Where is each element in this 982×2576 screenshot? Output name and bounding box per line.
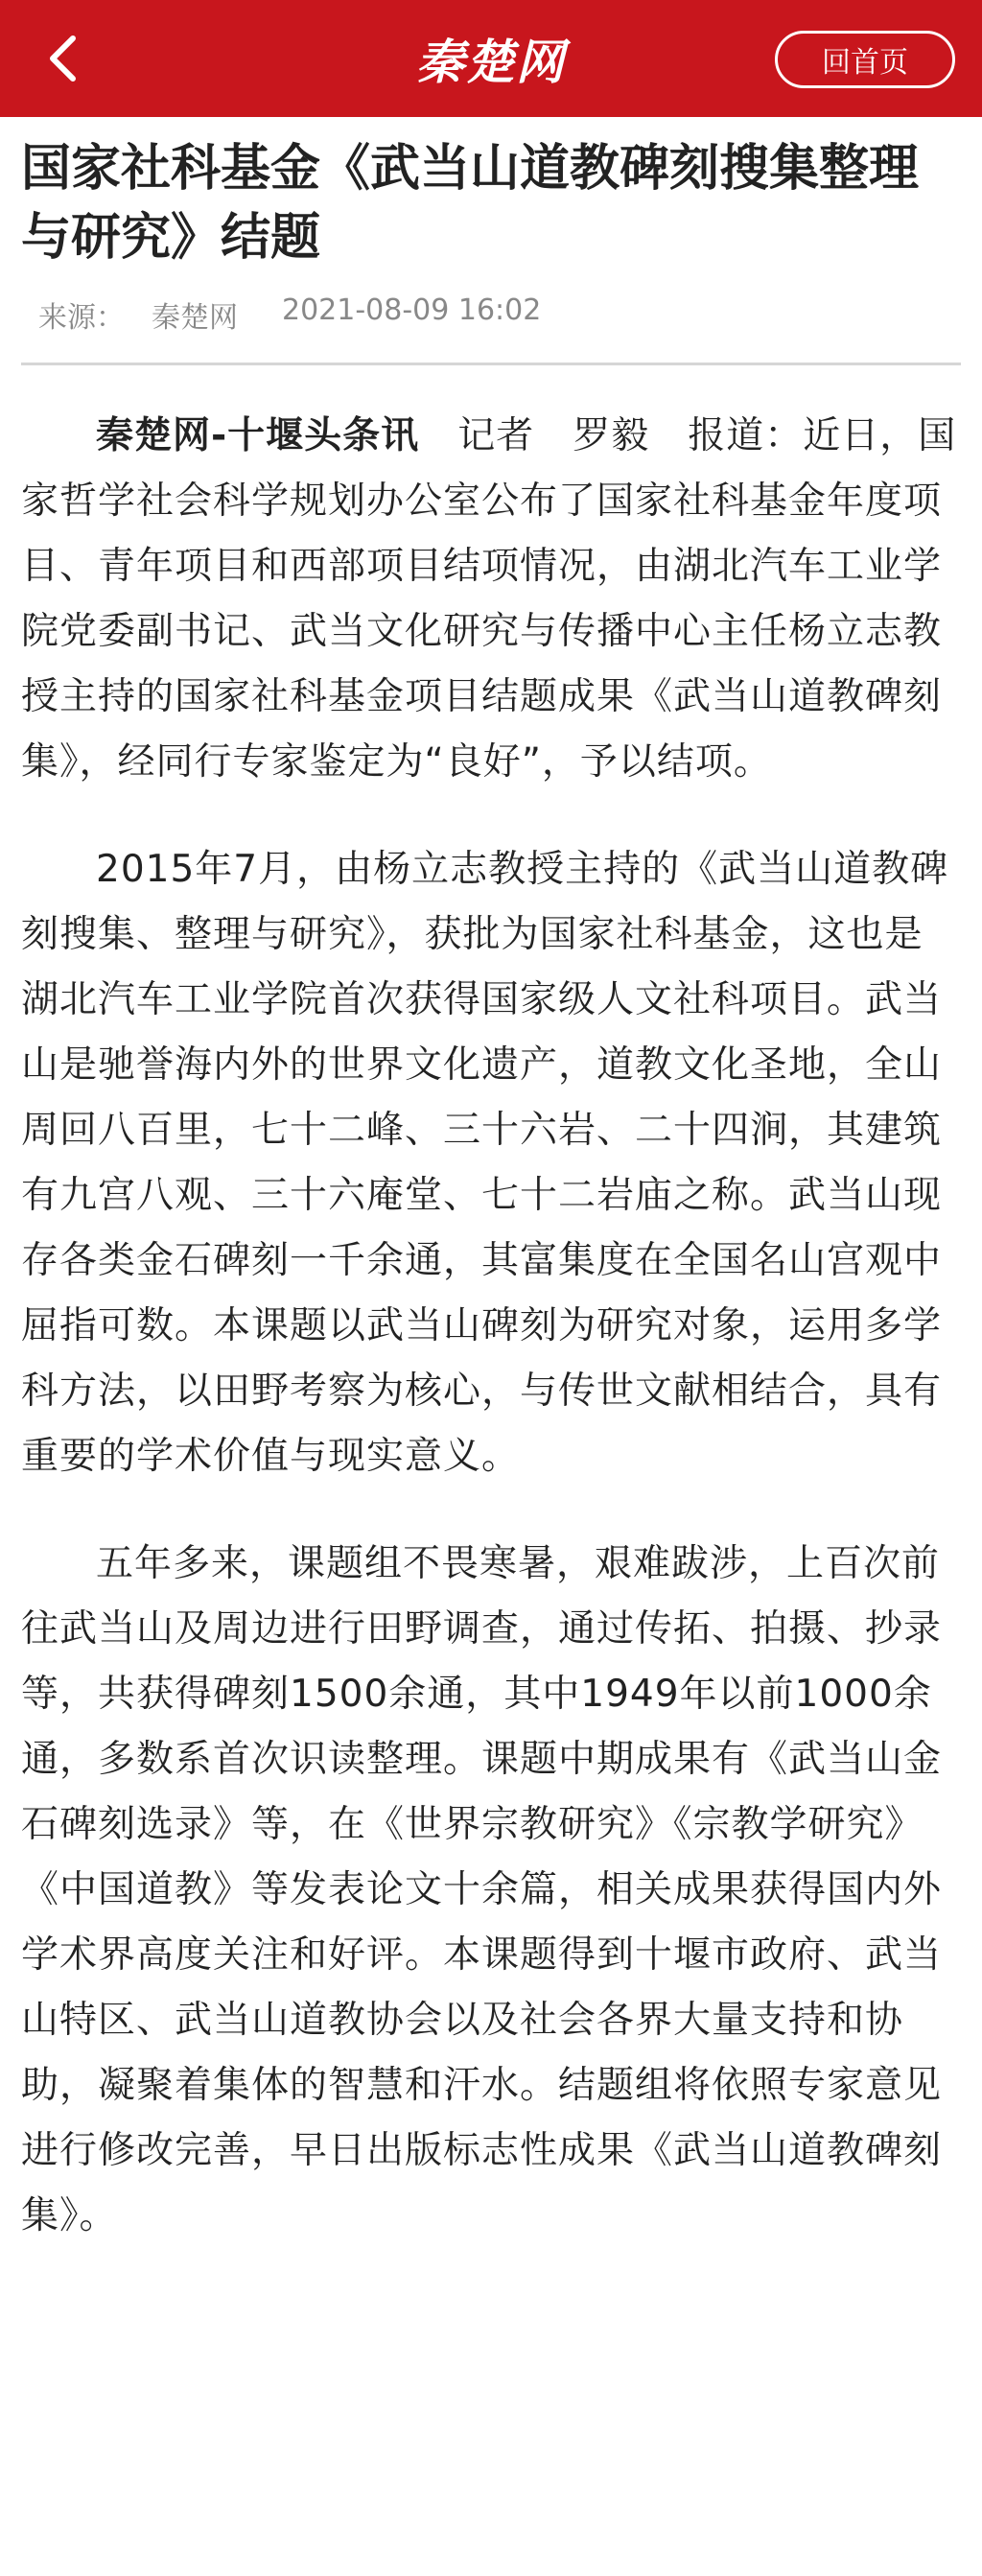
paragraph-1-text: 记者 罗毅 报道：近日，国家哲学社会科学规划办公室公布了国家社科基金年度项目、青年项目和西部项目结项情况，由湖北汽车工业学院党委副书记、武当文化研究与传播中心主任杨立志教授主持的国家社科基金项目结题成果《武当山道教碑刻集》，经同行专家鉴定为“良好”，予以结项。 (21, 414, 957, 784)
home-button[interactable]: 回首页 (775, 31, 955, 88)
paragraph-2: 2015年7月，由杨立志教授主持的《武当山道教碑刻搜集、整理与研究》，获批为国家社科基金，这也是湖北汽车工业学院首次获得国家级人文社科项目。武当山是驰誉海内外的世界文化遗产，道教文化圣地，全山周回八百里，七十二峰、三十六岩、二十四涧，其建筑有九宫八观、三十六庵堂、七十二岩庙之称。武当山现存各类金石碑刻一千余通，其富集度在全国名山宫观中屈指可数。本课题以武当山碑刻为研究对象，运用多学科方法，以田野考察为核心，与传世文献相结合，具有重要的学术价值与现实意义。 (21, 848, 949, 1478)
dateline-lead: 秦楚网-十堰头条讯 (96, 414, 420, 457)
article-header (0, 117, 982, 336)
source-name: 秦楚网 (152, 301, 238, 335)
source-label: 来源： (38, 301, 125, 335)
paragraph-3: 五年多来，课题组不畏寒暑，艰难跋涉，上百次前往武当山及周边进行田野调查，通过传拓、拍摄、抄录等，共获得碑刻1500余通，其中1949年以前1000余通，多数系首次识读整理。课题中期成果有《武当山金石碑刻选录》等，在《世界宗教研究》《宗教学研究》《中国道教》等发表论文十余篇，相关成果获得国内外学术界高度关注和好评。本课题得到十堰市政府、武当山特区、武当山道教协会以及社会各界大量支持和协助，凝聚着集体的智慧和汗水。结题组将依照专家意见进行修改完善，早日出版标志性成果《武当山道教碑刻集》。 (21, 1542, 943, 2237)
article-meta (21, 293, 961, 336)
paragraph-1 (21, 404, 961, 795)
article-body (0, 365, 982, 2249)
publish-datetime: 2021-08-09 16:02 (282, 293, 542, 327)
top-nav-bar (0, 0, 982, 117)
article-title: 国家社科基金《武当山道教碑刻搜集整理与研究》结题 (21, 140, 920, 267)
site-logo-text: 秦楚网 (416, 34, 566, 90)
